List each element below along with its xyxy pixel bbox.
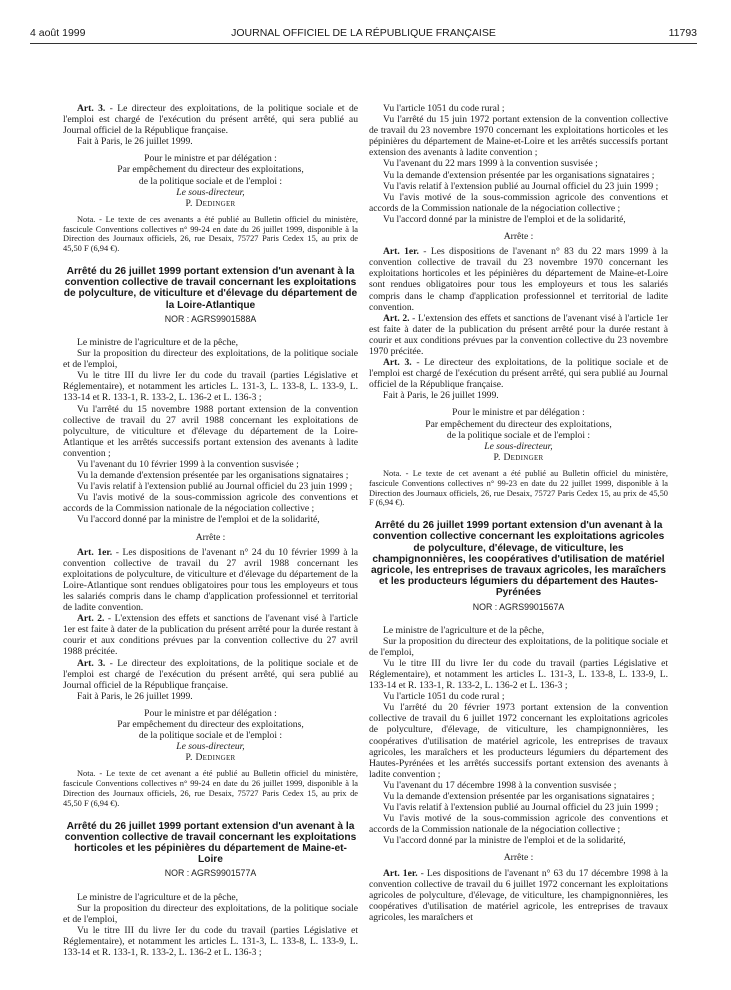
- arrete-heading: Arrête :: [195, 531, 226, 543]
- signature-name: P. Dedinger: [185, 752, 236, 764]
- signature-line: Par empêchement du directeur des exploitations,: [117, 719, 304, 731]
- place-date: Fait à Paris, le 26 juillet 1999.: [383, 390, 499, 402]
- paragraph: Sur la proposition du directeur des exploitations, de la politique sociale et de l'emploi,: [369, 635, 668, 658]
- paragraph: Vu l'avenant du 22 mars 1999 à la convention susvisée ;: [383, 158, 598, 170]
- signature-line: Par empêchement du directeur des exploitations,: [117, 164, 304, 176]
- signature-line: Par empêchement du directeur des exploitations,: [425, 418, 612, 430]
- arrete-heading: Arrête :: [503, 852, 534, 864]
- nor-reference: NOR : AGRS9901588A: [164, 313, 257, 324]
- signature-line: Pour le ministre et par délégation :: [144, 707, 277, 719]
- signature-line: Pour le ministre et par délégation :: [144, 153, 277, 165]
- page-header: [30, 27, 697, 41]
- article-paragraph: Art. 3. - Le directeur des exploitations, de la politique sociale et de l'emploi est chargé de l'exécution du présent arrêté, qui sera publié au Journal officiel de la République française.: [63, 657, 359, 691]
- paragraph: Vu l'arrêté du 15 novembre 1988 portant extension de la convention collective de travail du 27 avril 1988 concernant les exploitations de polyculture, de viticulture et d'élevage du département de la Loire-Atlantique et les arrêtés successifs portant extension des avenants à ladite convention ;: [63, 403, 358, 459]
- signature-line: Pour le ministre et par délégation :: [452, 407, 585, 419]
- article-paragraph: Art. 1er. - Les dispositions de l'avenant n° 83 du 22 mars 1999 à la convention collective de travail du 23 novembre 1970 concernant les exploitations horticoles et les pépinières du département de Maine-et-Loire sont rendues obligatoires pour tous les employeurs et tous les salariés compris dans le champ d'application professionnel et territorial de ladite convention.: [369, 246, 668, 313]
- paragraph: Vu la demande d'extension présentée par les organisations signataires ;: [383, 169, 655, 181]
- paragraph: Le ministre de l'agriculture et de la pêche,: [77, 891, 239, 903]
- paragraph: Vu l'avis relatif à l'extension publié au Journal officiel du 23 juin 1999 ;: [383, 180, 659, 192]
- signature-title: Le sous-directeur,: [176, 186, 245, 198]
- paragraph: Sur la proposition du directeur des exploitations, de la politique sociale et de l'emploi,: [63, 348, 358, 371]
- paragraph: Vu le titre III du livre Ier du code du travail (parties Législative et Réglementaire), et notamment les articles L. 131-3, L. 133-8, L. 133-9, L. 133-14 et R. 133-1, R. 133-2, L. 136-2 et L. 136-3 ;: [63, 924, 358, 958]
- paragraph: Sur la proposition du directeur des exploitations, de la politique sociale et de l'emploi,: [63, 902, 358, 925]
- paragraph: Le ministre de l'agriculture et de la pêche,: [383, 624, 545, 636]
- nor-reference: NOR : AGRS9901567A: [472, 601, 565, 612]
- decree-title: Arrêté du 26 juillet 1999 portant extension d'un avenant à la convention collective de travail concernant les exploitations de polyculture, de viticulture et d'élevage du département de la Loire-Atlantique: [63, 266, 358, 311]
- nota-text: Nota. - Le texte de cet avenant a été publié au Bulletin officiel du ministère, fascicule Conventions collectives n° 99-24 en date du 26 juillet 1999, disponible à la Direction des Journaux officiels, 26, rue Desaix, 75727 Paris Cedex 15, au prix de 45,50 F (6,94 €).: [63, 769, 358, 808]
- paragraph: Vu l'avis motivé de la sous-commission agricole des conventions et accords de la Commission nationale de la négociation collective ;: [369, 813, 668, 836]
- paragraph: Vu le titre III du livre Ier du code du travail (parties Législative et Réglementaire), et notamment les articles L. 131-3, L. 133-8, L. 133-9, L. 133-14 et R. 133-1, R. 133-2, L. 136-2 et L. 136-3 ;: [369, 657, 668, 692]
- paragraph: Vu l'avis relatif à l'extension publié au Journal officiel du 23 juin 1999 ;: [77, 481, 353, 493]
- signature-title: Le sous-directeur,: [484, 440, 553, 452]
- article-paragraph: Art. 1er. - Les dispositions de l'avenant n° 24 du 10 février 1999 à la convention collective de travail du 27 avril 1988 concernant les exploitations de polyculture, de viticulture et d'élevage du département de la Loire-Atlantique sont rendues obligatoires pour tous les employeurs et tous les salariés compris dans le champ d'application professionnel et territorial de ladite convention.: [63, 546, 358, 614]
- article-paragraph: Art. 3. - Le directeur des exploitations, de la politique sociale et de l'emploi est chargé de l'exécution du présent arrêté, qui sera publié au Journal officiel de la République française.: [369, 357, 668, 391]
- paragraph: Vu la demande d'extension présentée par les organisations signataires ;: [77, 470, 349, 482]
- header-date: 4 août 1999: [30, 27, 86, 39]
- paragraph: Vu l'avis motivé de la sous-commission agricole des conventions et accords de la Commission nationale de la négociation collective ;: [63, 492, 358, 515]
- right-column: [369, 103, 668, 923]
- paragraph: Vu l'article 1051 du code rural ;: [383, 103, 505, 114]
- signature-title: Le sous-directeur,: [176, 741, 245, 753]
- paragraph: Vu l'accord donné par la ministre de l'emploi et de la solidarité,: [77, 514, 320, 526]
- paragraph: Le ministre de l'agriculture et de la pêche,: [77, 336, 239, 348]
- paragraph: Vu l'avis motivé de la sous-commission agricole des conventions et accords de la Commission nationale de la négociation collective ;: [369, 191, 668, 214]
- article-paragraph: Art. 2. - L'extension des effets et sanctions de l'avenant visé à l'article 1er est faite à dater de la publication du présent arrêté pour la durée restant à courir et aux conditions prévues par la convention collective du 23 novembre 1970 précitée.: [369, 312, 669, 357]
- article-paragraph: Art. 3. - Le directeur des exploitations, de la politique sociale et de l'emploi est chargé de l'exécution du présent arrêté, qui sera publié au Journal officiel de la République française.: [63, 103, 359, 137]
- paragraph: Vu l'article 1051 du code rural ;: [383, 691, 505, 703]
- signature-line: de la politique sociale et de l'emploi :: [138, 730, 283, 742]
- signature-name: P. Dedinger: [185, 197, 236, 209]
- nota-text: Nota. - Le texte de cet avenant a été publié au Bulletin officiel du ministère, fascicule Conventions collectives n° 99-23 en date du 22 juillet 1999, disponible à la Direction des Journaux officiels, 26, rue Desaix, 75727 Paris Cedex 15, au prix de 45,50 F (6,94 €).: [369, 468, 668, 508]
- decree-title: Arrêté du 26 juillet 1999 portant extension d'un avenant à la convention collective de travail concernant les exploitations horticoles et les pépinières du département de Maine-et-Loire: [64, 820, 357, 866]
- signature-line: de la politique sociale et de l'emploi :: [446, 429, 591, 441]
- header-journal-title: JOURNAL OFFICIEL DE LA RÉPUBLIQUE FRANÇAISE: [231, 27, 496, 39]
- header-page-number: 11793: [668, 27, 697, 39]
- decree-title: Arrêté du 26 juillet 1999 portant extension d'un avenant à la convention collective concernant les exploitations agricoles de polyculture, d'élevage, de viticulture, les champignonnières, les coopératives d'utilisation de matériel agricole, les entreprises de travaux agricoles, les maraîchers et les producteurs légumiers du département des Hautes-Pyrénées: [370, 520, 667, 599]
- paragraph: Vu l'avenant du 17 décembre 1998 à la convention susvisée ;: [383, 779, 617, 791]
- article-paragraph: Art. 2. - L'extension des effets et sanctions de l'avenant visé à l'article 1er est faite à dater de la publication du présent arrêté pour la durée restant à courir et aux conditions prévues par la convention collective du 27 avril 1988 précitée.: [63, 613, 359, 658]
- place-date: Fait à Paris, le 26 juillet 1999.: [77, 690, 193, 702]
- signature-line: de la politique sociale et de l'emploi :: [138, 175, 283, 187]
- paragraph: Vu le titre III du livre Ier du code du travail (parties Législative et Réglementaire), et notamment les articles L. 131-3, L. 133-8, L. 133-9, L. 133-14 et R. 133-1, R. 133-2, L. 136-2 et L. 136-3 ;: [63, 370, 358, 404]
- paragraph: Vu l'accord donné par la ministre de l'emploi et de la solidarité,: [383, 835, 626, 847]
- paragraph: Vu l'arrêté du 20 février 1973 portant extension de la convention collective de travail du 6 juillet 1972 concernant les exploitations agricoles de polyculture, d'élevage, de viticulture, les champignonnières, les coopératives d'utilisation de matériel agricole, les entreprises de travaux agricoles, les maraîchers et les producteurs légumiers du département des Hautes-Pyrénées et les arrêtés successifs portant extension des avenants à ladite convention ;: [369, 702, 668, 780]
- paragraph: Vu l'avis relatif à l'extension publié au Journal officiel du 23 juin 1999 ;: [383, 802, 659, 814]
- header-rule: [30, 43, 697, 44]
- paragraph: Vu l'avenant du 10 février 1999 à la convention susvisée ;: [77, 458, 299, 470]
- signature-name: P. Dedinger: [493, 451, 544, 463]
- article-paragraph: Art. 1er. - Les dispositions de l'avenant n° 63 du 17 décembre 1998 à la convention collective de travail du 6 juillet 1972 concernant les exploitations agricoles de polyculture, d'élevage, de viticulture, les champignonnières, les coopératives d'utilisation de matériel agricole, les entreprises de travaux agricoles, les maraîchers et: [369, 867, 668, 923]
- left-column: [63, 103, 358, 958]
- nota-text: Nota. - Le texte de ces avenants a été publié au Bulletin officiel du ministère, fascicule Conventions collectives n° 99-24 en date du 26 juillet 1999, disponible à la Direction des Journaux officiels, 26, rue Desaix, 75727 Paris Cedex 15, au prix de 45,50 F (6,94 €).: [63, 214, 358, 254]
- paragraph: Vu l'accord donné par la ministre de l'emploi et de la solidarité,: [383, 213, 626, 225]
- nor-reference: NOR : AGRS9901577A: [164, 868, 257, 879]
- arrete-heading: Arrête :: [503, 231, 534, 243]
- place-date: Fait à Paris, le 26 juillet 1999.: [77, 136, 193, 148]
- paragraph: Vu l'arrêté du 15 juin 1972 portant extension de la convention collective de travail du 23 novembre 1970 concernant les exploitations horticoles et les pépinières du département de Maine-et-Loire et les arrêtés successifs portant extension des avenants à ladite convention ;: [369, 114, 668, 159]
- paragraph: Vu la demande d'extension présentée par les organisations signataires ;: [383, 791, 655, 803]
